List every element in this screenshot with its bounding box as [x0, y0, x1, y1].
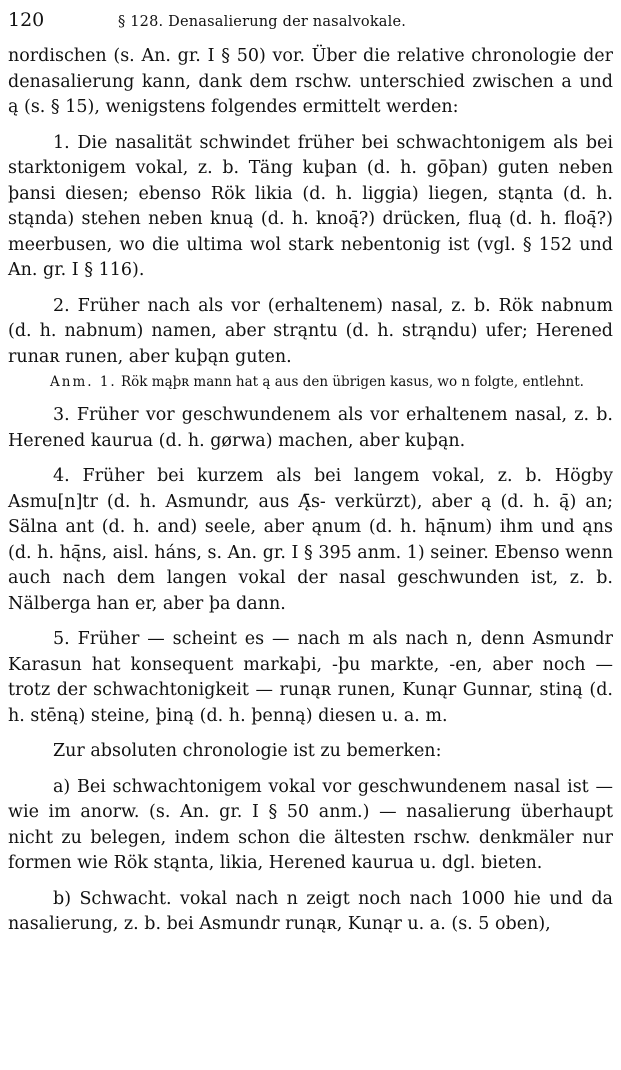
- page-number: 120: [8, 9, 45, 31]
- paragraph-3: 3. Früher vor geschwundenem als vor erhaltenem nasal, z. b. Herened kaurua (d. h. gørwa) machen, aber kuþąn.: [8, 405, 613, 451]
- paragraph-b: b) Schwacht. vokal nach n zeigt noch nach 1000 hie und da nasalierung, z. b. bei Asmundr runąʀ, Kunąr u. a. (s. 5 oben),: [8, 888, 613, 934]
- paragraph-2: 2. Früher nach als vor (erhaltenem) nasal, z. b. Rök nabnum (d. h. nabnum) namen, aber strąntu (d. h. strąndu) ufer; Herened runaʀ runen, aber kuþąn guten.: [8, 295, 613, 367]
- paragraph-4: 4. Früher bei kurzem als bei langem vokal, z. b. Högby Asmu[n]tr (d. h. Asmundr, aus Ą̄s- verkürzt), aber ą (d. h. ą̄) an; Sälna ant (d. h. and) seele, aber ąnum (d. h. hą̄num) ihm und ąns (d. h. hą̄ns, aisl. háns, s. An. gr. I § 395 anm. 1) seiner. Ebenso wenn auch nach dem langen vokal der nasal geschwunden ist, z. b. Nälberga han er, aber þa dann.: [8, 466, 613, 614]
- paragraph-chronology-intro: Zur absoluten chronologie ist zu bemerken:: [53, 741, 442, 761]
- paragraph-1: 1. Die nasalität schwindet früher bei schwachtonigem als bei starktonigem vokal, z. b. Täng kuþan (d. h. gōþan) guten neben þansi diesen; ebenso Rök likia (d. h. liggia) liegen, stąnta (d. h. stąnda) stehen neben knuą (d. h. knoą̄?) drücken, fluą (d. h. floą̄?) meerbusen, wo die ultima wol stark nebentonig ist (vgl. § 152 und An. gr. I § 116).: [8, 132, 613, 280]
- paragraph-a: a) Bei schwachtonigem vokal vor geschwundenem nasal ist — wie im anorw. (s. An. gr. I § 50 anm.) — nasalierung überhaupt nicht zu belegen, indem schon die ältesten rschw. denkmäler nur formen wie Rök stąnta, likia, Herened kaurua u. dgl. bieten.: [8, 776, 613, 873]
- footnote-label: Anm. 1.: [50, 374, 117, 390]
- paragraph-5: 5. Früher — scheint es — nach m als nach n, denn Asmundr Karasun hat konsequent markaþi, -þu markte, -en, aber noch — trotz der schwachtonigkeit — runąʀ runen, Kunąr Gunnar, stiną (d. h. stēną) steine, þiną (d. h. þenną) diesen u. a. m.: [8, 629, 613, 726]
- footnote-anm-1: [8, 372, 613, 393]
- page-header: [8, 8, 613, 34]
- footnote-text: Rök mąþʀ mann hat ą aus den übrigen kasus, wo n folgte, entlehnt.: [121, 374, 584, 390]
- intro-paragraph: nordischen (s. An. gr. I § 50) vor. Über die relative chronologie der denasalierung kann, dank dem rschw. unterschied zwischen a und ą (s. § 15), wenigstens folgendes ermittelt werden:: [8, 46, 613, 117]
- running-title: § 128. Denasalierung der nasalvokale.: [118, 14, 407, 30]
